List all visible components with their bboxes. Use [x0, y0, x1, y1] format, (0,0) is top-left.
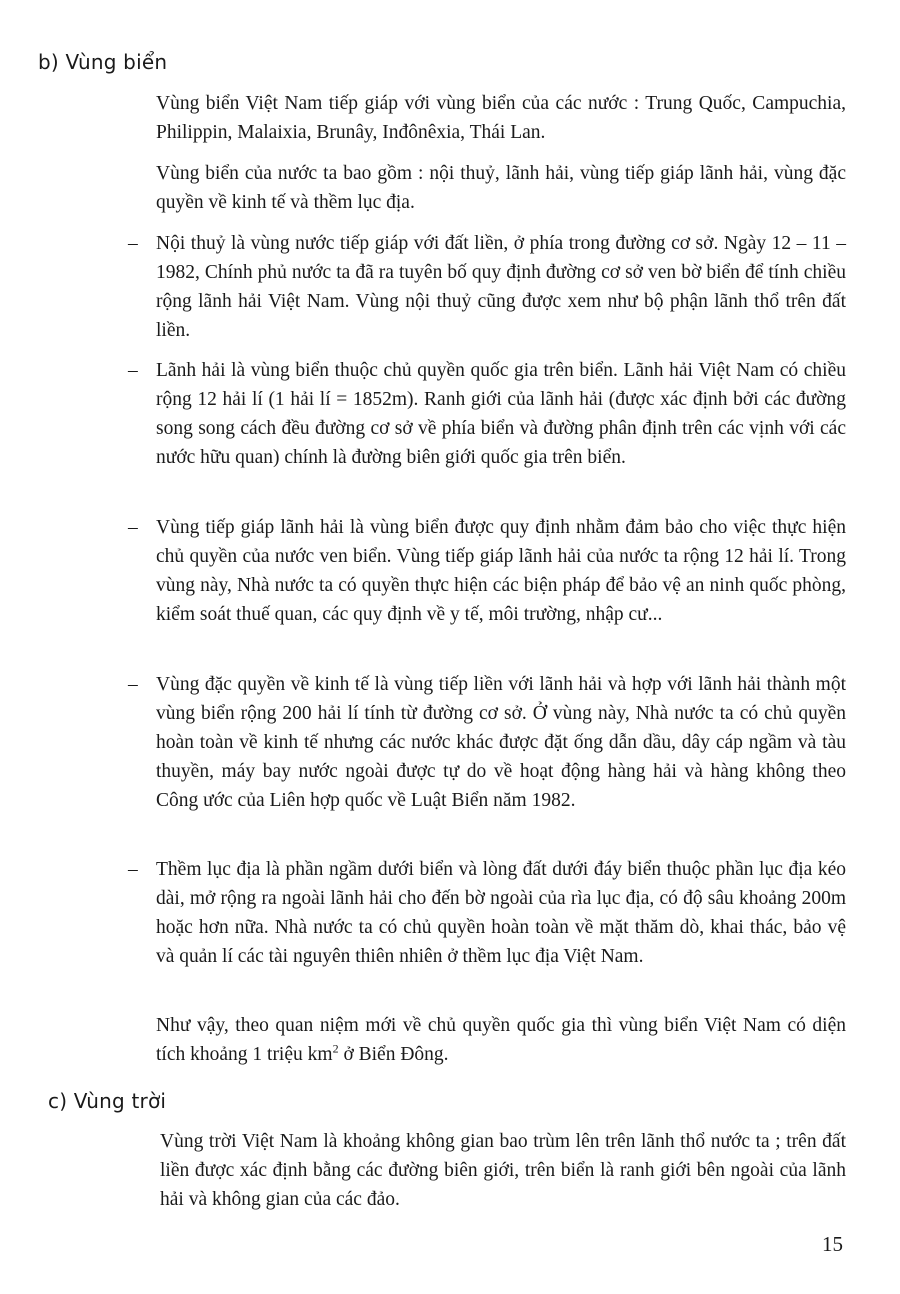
bullet-dash: – — [128, 517, 138, 538]
bullet-item-them-luc-dia: Thềm lục địa là phần ngầm dưới biển và lòng đất dưới đáy biển thuộc phần lục địa kéo dài, mở rộng ra ngoài lãnh hải cho đến bờ ngoài của rìa lục địa, có độ sâu khoảng 200m hoặc hơn nữa. Nhà nước ta có chủ quyền hoàn toàn về mặt thăm dò, khai thác, bảo vệ và quản lí các tài nguyên thiên nhiên ở thềm lục địa Việt Nam. — [156, 859, 846, 967]
bullet-item-lanh-hai: Lãnh hải là vùng biển thuộc chủ quyền quốc gia trên biển. Lãnh hải Việt Nam có chiều rộng 12 hải lí (1 hải lí = 1852m). Ranh giới của lãnh hải (được xác định bởi các đường song song cách đều đường cơ sở về phía biển và đường phân định trên các vịnh với các nước hữu quan) chính là đường biên giới quốc gia trên biển. — [156, 360, 846, 468]
superscript-two: 2 — [332, 1041, 339, 1056]
section-heading-vung-bien: b) Vùng biển — [38, 50, 168, 74]
conclusion-text-end: ở Biển Đông. — [338, 1044, 449, 1065]
bullet-dash: – — [128, 360, 138, 381]
bullet-item-dac-quyen-kinh-te: Vùng đặc quyền về kinh tế là vùng tiếp liền với lãnh hải và hợp với lãnh hải thành một vùng biển rộng 200 hải lí tính từ đường cơ sở. Ở vùng này, Nhà nước ta có chủ quyền hoàn toàn về kinh tế nhưng các nước khác được đặt ống dẫn dầu, dây cáp ngầm và tàu thuyền, máy bay nước ngoài được tự do về hoạt động hàng hải và hàng không theo Công ước của Liên hợp quốc về Luật Biển năm 1982. — [156, 674, 846, 811]
paragraph-vung-troi: Vùng trời Việt Nam là khoảng không gian bao trùm lên trên lãnh thổ nước ta ; trên đất liền được xác định bằng các đường biên giới, trên biển là ranh giới bên ngoài của lãnh hải và không gian của các đảo. — [160, 1131, 846, 1210]
section-heading-vung-troi: c) Vùng trời — [48, 1089, 167, 1113]
bullet-dash: – — [128, 233, 138, 254]
bullet-item-vung-tiep-giap: Vùng tiếp giáp lãnh hải là vùng biển được quy định nhằm đảm bảo cho việc thực hiện chủ quyền của nước ven biển. Vùng tiếp giáp lãnh hải của nước ta rộng 12 hải lí. Trong vùng này, Nhà nước ta có quyền thực hiện các biện pháp để bảo vệ an ninh quốc phòng, kiểm soát thuế quan, các quy định về y tế, môi trường, nhập cư... — [156, 517, 846, 625]
paragraph-conclusion — [156, 1011, 846, 1069]
bullet-item-noi-thuy: Nội thuỷ là vùng nước tiếp giáp với đất liền, ở phía trong đường cơ sở. Ngày 12 – 11 – 1982, Chính phủ nước ta đã ra tuyên bố quy định đường cơ sở ven bờ biển để tính chiều rộng lãnh hải Việt Nam. Vùng nội thuỷ cũng được xem như bộ phận lãnh thổ trên đất liền. — [156, 233, 846, 341]
bullet-dash: – — [128, 859, 138, 880]
conclusion-text: Như vậy, theo quan niệm mới về chủ quyền quốc gia thì vùng biển Việt Nam có diện tích khoảng 1 triệu km — [156, 1015, 846, 1065]
paragraph-intro-2: Vùng biển của nước ta bao gồm : nội thuỷ, lãnh hải, vùng tiếp giáp lãnh hải, vùng đặc quyền về kinh tế và thềm lục địa. — [156, 163, 846, 213]
bullet-dash: – — [128, 674, 138, 695]
page-number: 15 — [822, 1232, 843, 1256]
paragraph-intro-1: Vùng biển Việt Nam tiếp giáp với vùng biển của các nước : Trung Quốc, Campuchia, Philippin, Malaixia, Brunây, Inđônêxia, Thái Lan. — [156, 93, 846, 143]
